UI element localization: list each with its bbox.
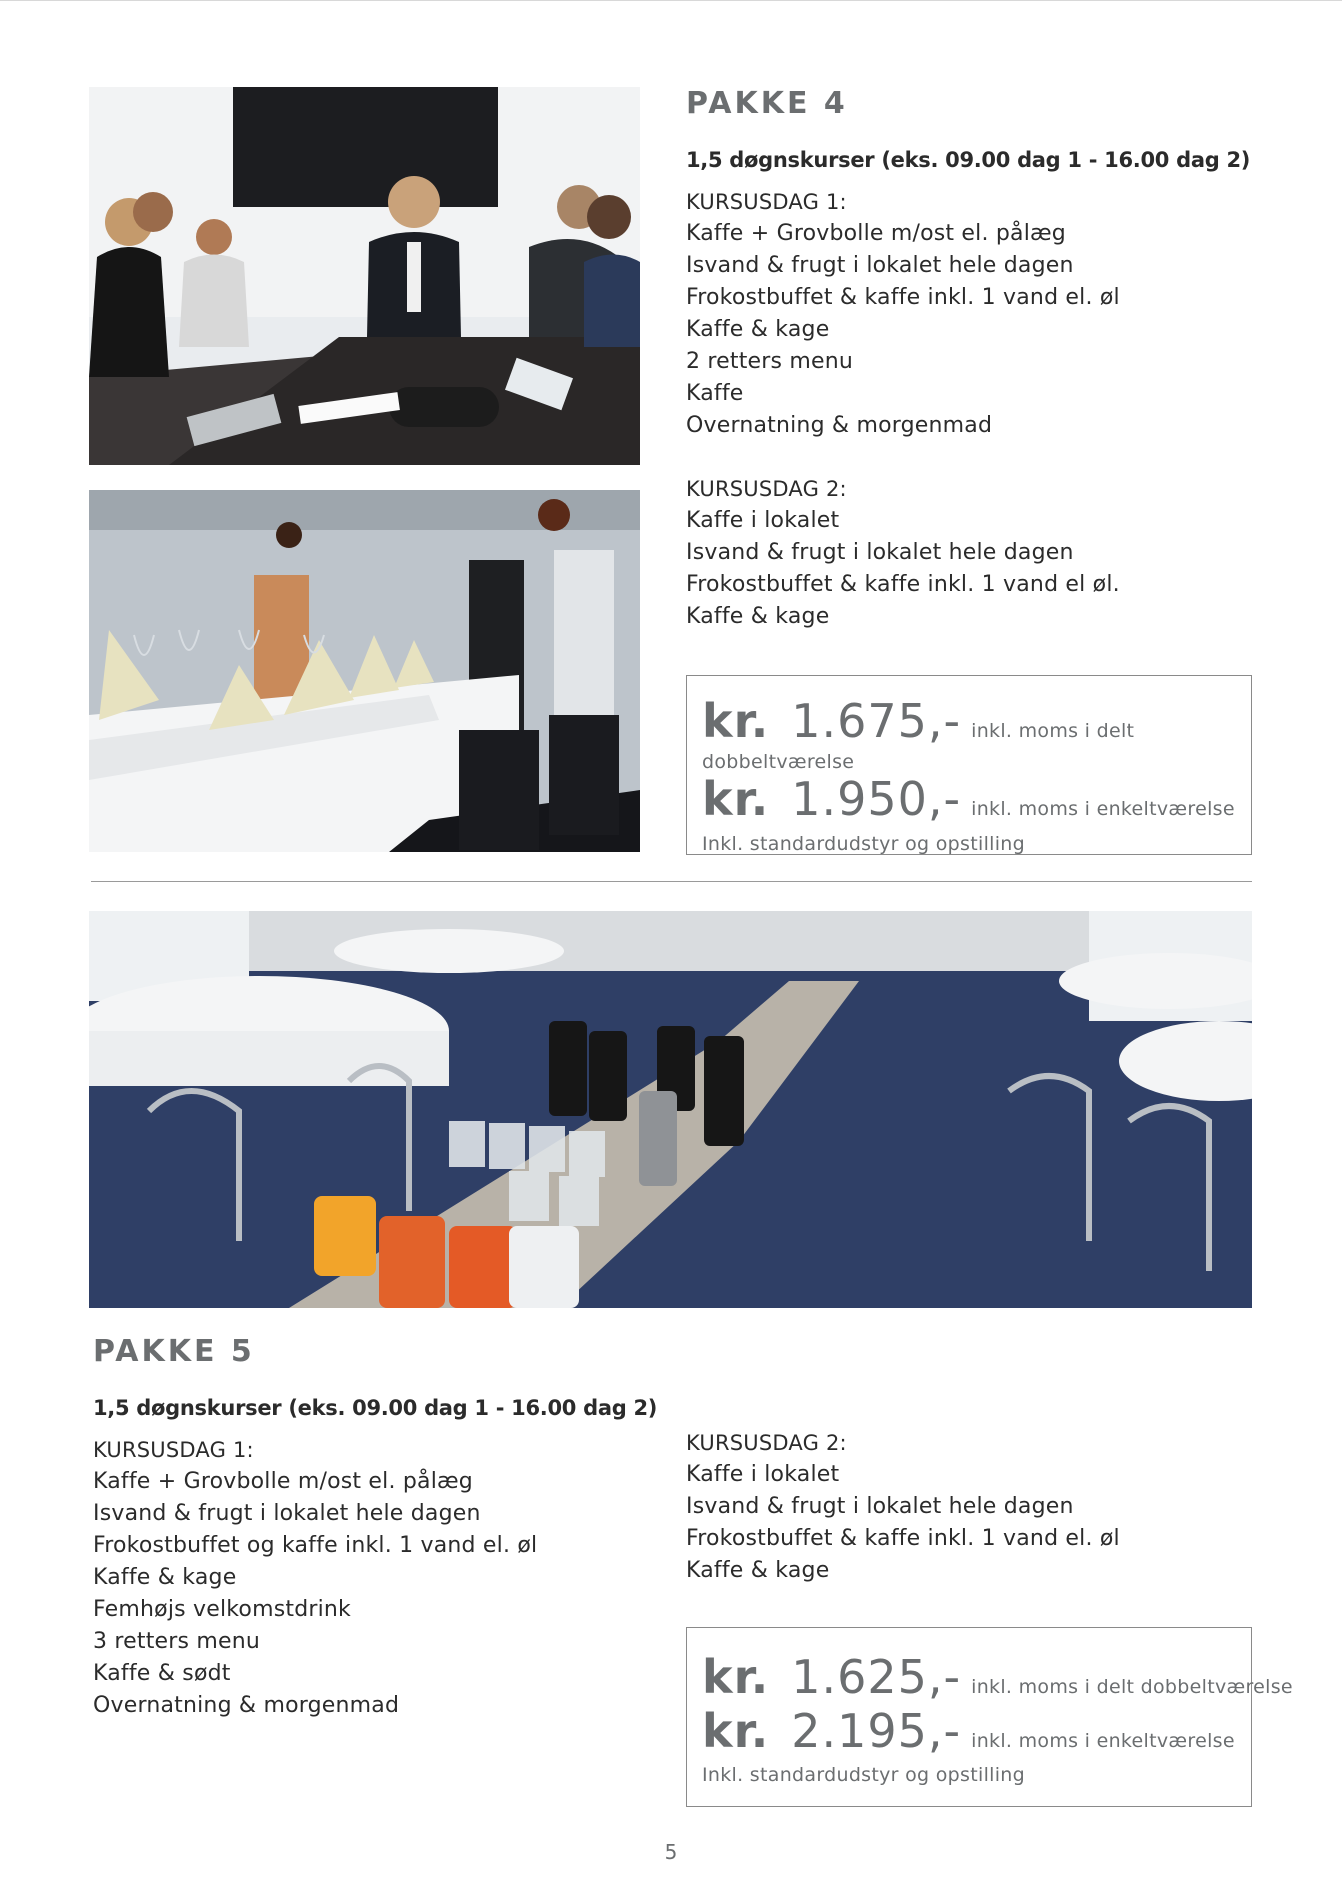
list-item: Frokostbuffet & kaffe inkl. 1 vand el. øl	[686, 285, 1120, 310]
price-footer: Inkl. standardudstyr og opstilling	[702, 833, 1026, 855]
dining-room-photo	[89, 490, 640, 852]
currency-label: kr.	[702, 694, 770, 748]
pakke4-subtitle: 1,5 døgnskurser (eks. 09.00 dag 1 - 16.00 dag 2)	[686, 148, 1251, 172]
price-note: inkl. moms i enkeltværelse	[971, 798, 1235, 820]
list-item: Frokostbuffet & kaffe inkl. 1 vand el øl.	[686, 572, 1120, 597]
list-item: Kaffe & kage	[686, 317, 830, 342]
pakke5-day2-label: KURSUSDAG 2:	[686, 1431, 847, 1455]
list-item: Kaffe + Grovbolle m/ost el. pålæg	[686, 221, 1066, 246]
list-item: Kaffe i lokalet	[686, 1462, 840, 1487]
currency-label: kr.	[702, 772, 770, 826]
list-item: Femhøjs velkomstdrink	[93, 1597, 351, 1622]
list-item: Kaffe i lokalet	[686, 508, 840, 533]
pakke5-day1-label: KURSUSDAG 1:	[93, 1438, 254, 1462]
list-item: Frokostbuffet og kaffe inkl. 1 vand el. øl	[93, 1533, 538, 1558]
pakke5-day1-list	[93, 1434, 537, 1722]
list-item: Isvand & frugt i lokalet hele dagen	[686, 253, 1074, 278]
list-item: Isvand & frugt i lokalet hele dagen	[93, 1501, 481, 1526]
price-footer: Inkl. standardudstyr og opstilling	[702, 1764, 1026, 1786]
pakke5-price-box	[686, 1627, 1293, 1807]
pakke5-subtitle: 1,5 døgnskurser (eks. 09.00 dag 1 - 16.00 dag 2)	[93, 1396, 658, 1420]
price-amount: 1.675,-	[791, 694, 962, 748]
currency-label: kr.	[702, 1650, 770, 1704]
pakke4-day1-label: KURSUSDAG 1:	[686, 190, 847, 214]
pakke4-day2-list	[686, 473, 1120, 633]
list-item: Kaffe	[686, 381, 744, 406]
buffet-photo	[89, 911, 1252, 1308]
pakke4-title: PAKKE 4	[686, 86, 848, 121]
page-number: 5	[664, 1840, 678, 1864]
meeting-room-photo	[89, 87, 640, 465]
pakke5-title: PAKKE 5	[93, 1334, 255, 1369]
pakke5-day2-list	[686, 1427, 1120, 1587]
pakke5-price-shared	[702, 1650, 1293, 1704]
list-item: Frokostbuffet & kaffe inkl. 1 vand el. øl	[686, 1526, 1120, 1551]
pakke4-price-shared	[702, 694, 1134, 748]
price-amount: 2.195,-	[791, 1704, 962, 1758]
list-item: Kaffe & kage	[93, 1565, 237, 1590]
price-note-continued: dobbeltværelse	[702, 751, 855, 773]
list-item: Isvand & frugt i lokalet hele dagen	[686, 540, 1074, 565]
pakke4-price-box	[686, 675, 1252, 855]
list-item: Kaffe & sødt	[93, 1661, 231, 1686]
top-rule	[0, 0, 1342, 1]
list-item: 2 retters menu	[686, 349, 854, 374]
price-amount: 1.950,-	[791, 772, 962, 826]
list-item: Kaffe & kage	[686, 604, 830, 629]
list-item: Kaffe + Grovbolle m/ost el. pålæg	[93, 1469, 473, 1494]
list-item: Overnatning & morgenmad	[686, 413, 993, 438]
section-divider	[91, 881, 1252, 882]
currency-label: kr.	[702, 1704, 770, 1758]
price-note: inkl. moms i delt dobbeltværelse	[971, 1676, 1293, 1698]
list-item: 3 retters menu	[93, 1629, 261, 1654]
price-amount: 1.625,-	[791, 1650, 962, 1704]
price-note: inkl. moms i delt	[971, 720, 1135, 742]
pakke4-day2-label: KURSUSDAG 2:	[686, 477, 847, 501]
list-item: Overnatning & morgenmad	[93, 1693, 400, 1718]
list-item: Isvand & frugt i lokalet hele dagen	[686, 1494, 1074, 1519]
pakke4-price-single	[702, 772, 1235, 826]
price-note: inkl. moms i enkeltværelse	[971, 1730, 1235, 1752]
list-item: Kaffe & kage	[686, 1558, 830, 1583]
pakke4-day1-list	[686, 186, 1120, 442]
pakke5-price-single	[702, 1704, 1235, 1758]
